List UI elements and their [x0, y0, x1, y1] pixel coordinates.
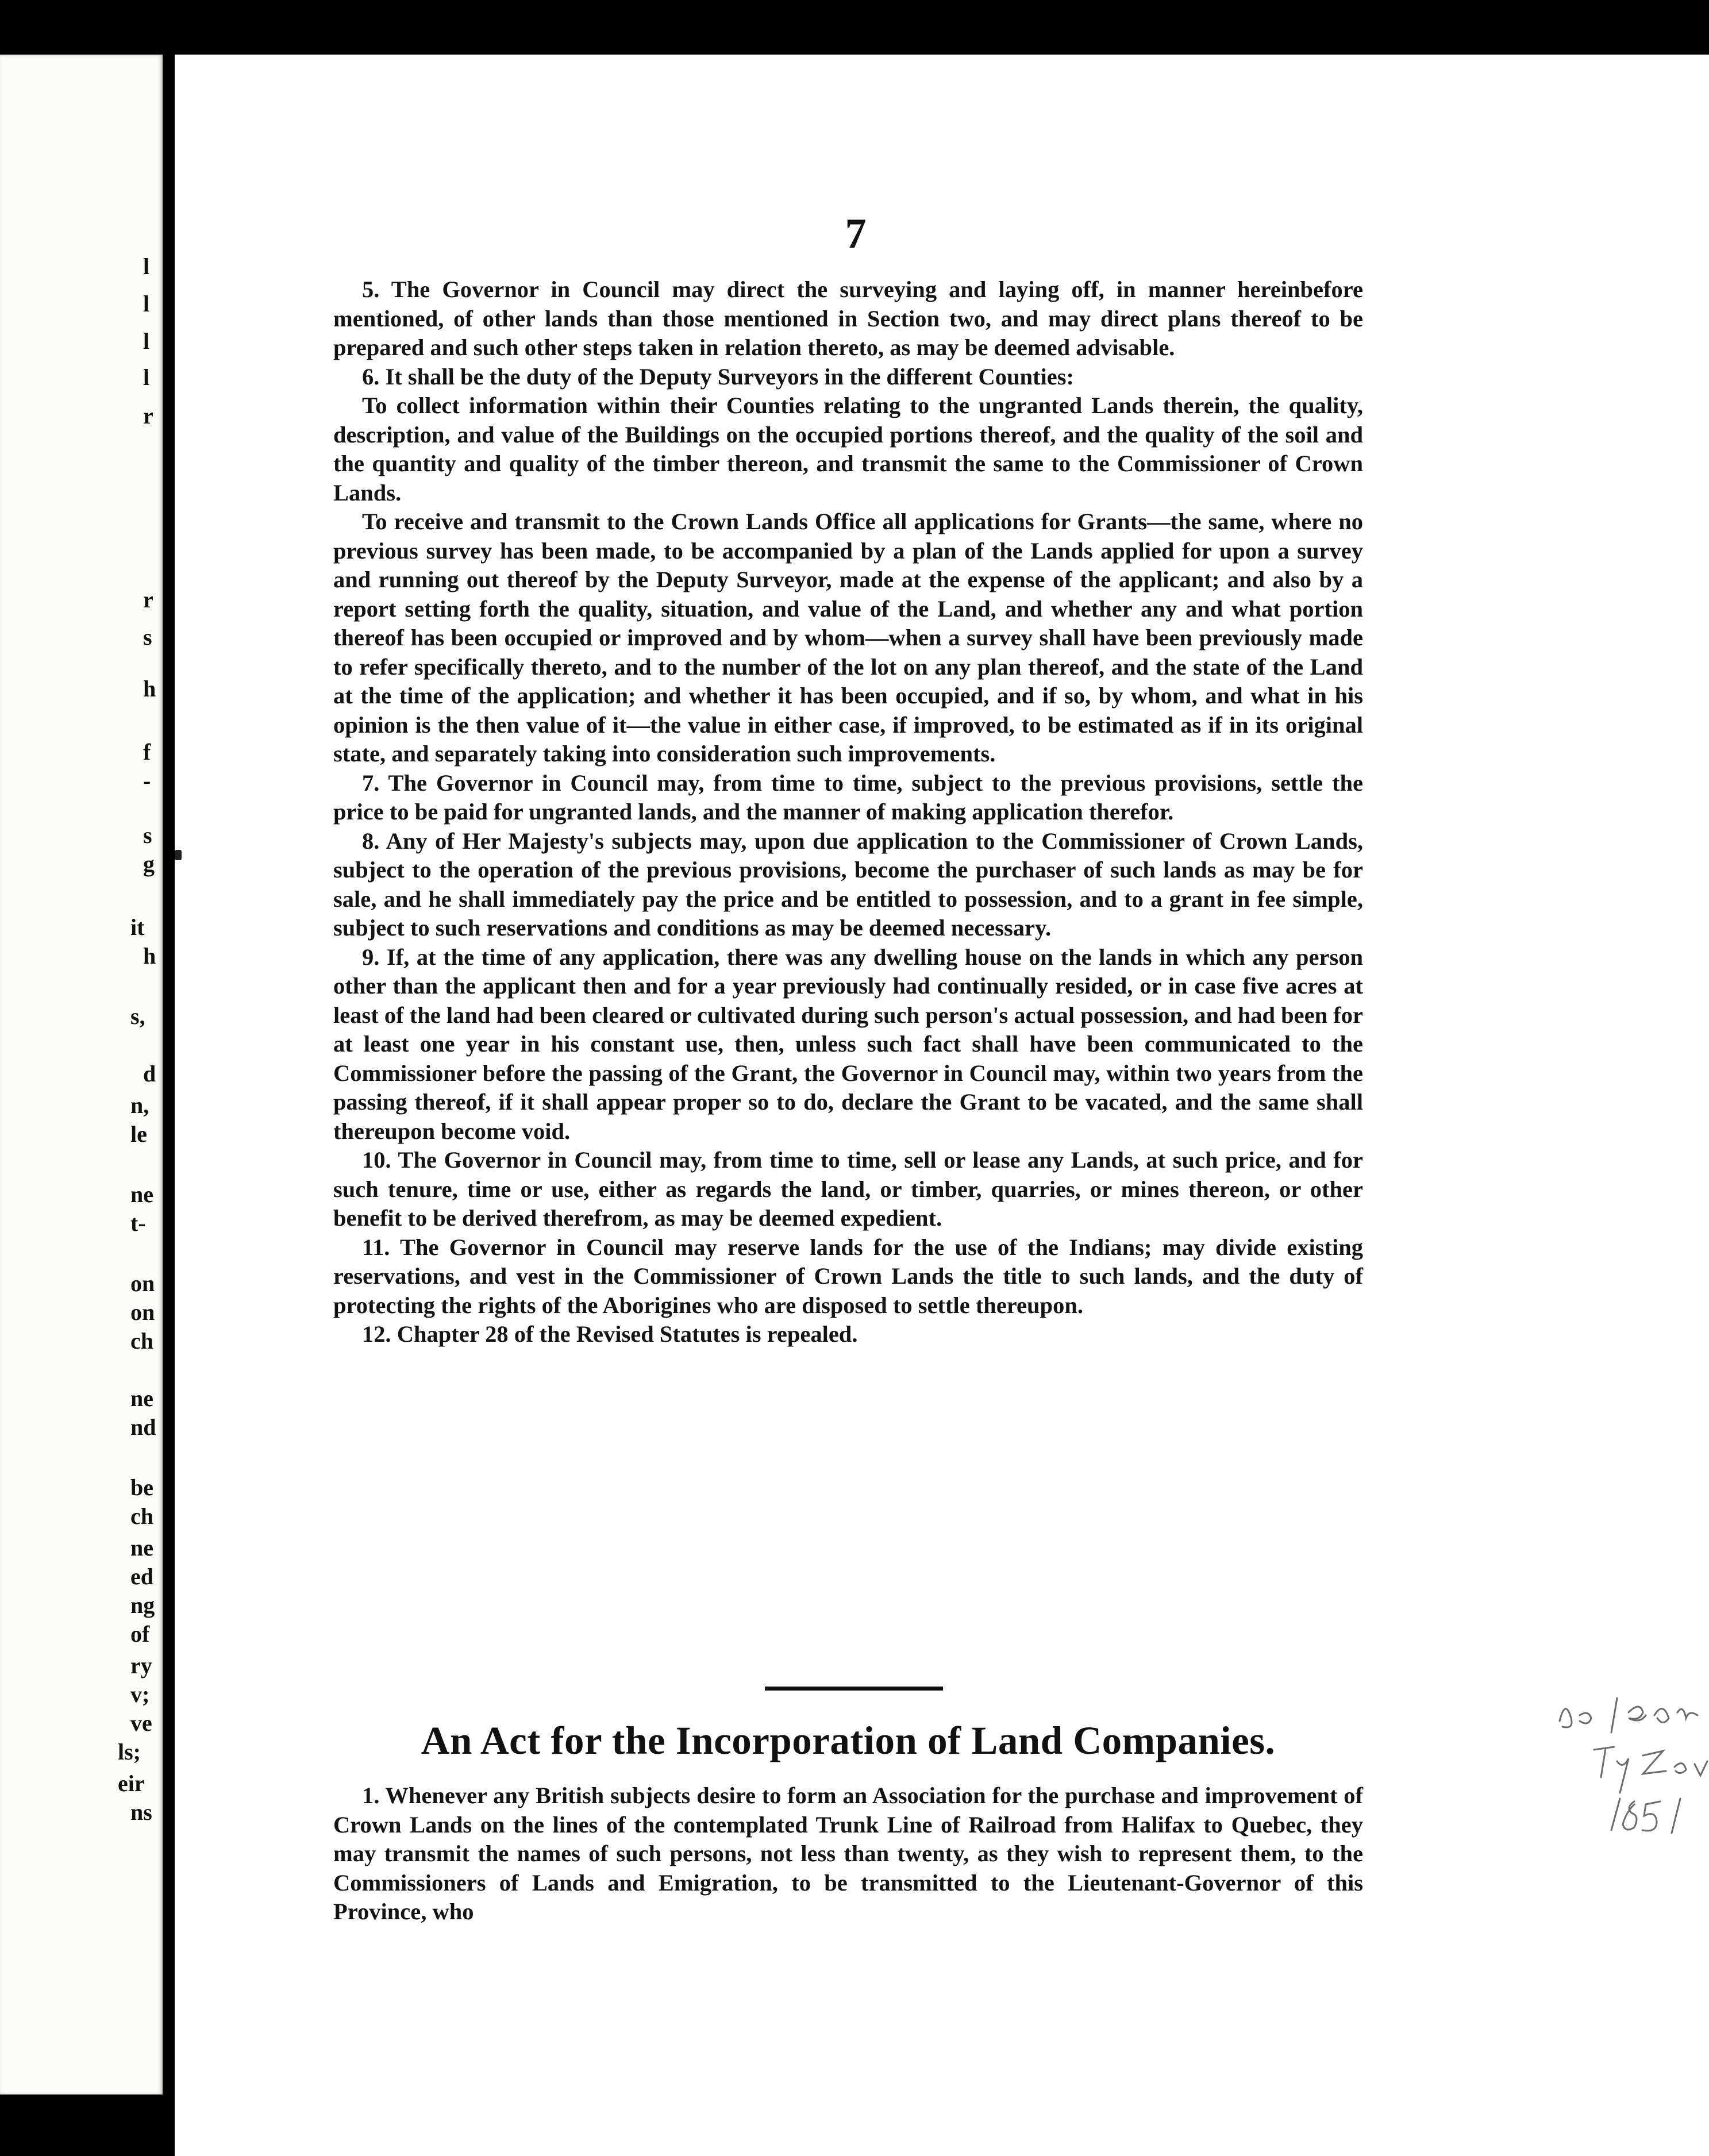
act-sections — [333, 1781, 1363, 1927]
act-title: An Act for the Incorporation of Land Companies. — [421, 1719, 1276, 1762]
facing-page-fragment: n, — [130, 1092, 149, 1118]
scanner-top-band — [0, 0, 1709, 57]
section-5: 5. The Governor in Council may direct the surveying and laying off, in manner hereinbefore mentioned, of other lands than those mentioned in Section two, and may direct plans thereof to be prepared and such other steps taken in relation thereto, as may be deemed advisable. — [333, 276, 1363, 360]
facing-page-fragment: l — [143, 328, 150, 354]
facing-page-fragment: be — [130, 1474, 153, 1500]
facing-page-fragment: s — [143, 822, 152, 848]
facing-page-fragment: ne — [130, 1535, 153, 1561]
facing-page-fragment: it — [130, 914, 145, 940]
facing-page-fragment: ne — [130, 1181, 153, 1207]
facing-page-fragment: g — [143, 851, 155, 877]
page-number: 7 — [845, 210, 867, 257]
facing-page-fragment: of — [130, 1621, 150, 1647]
facing-page-fragment: on — [130, 1270, 155, 1296]
handwritten-annotation — [1537, 1681, 1709, 1853]
facing-page-fragment: le — [130, 1121, 147, 1147]
handwriting-line-1 — [1560, 1698, 1698, 1732]
section-divider-rule — [765, 1687, 943, 1691]
section-11: 11. The Governor in Council may reserve lands for the use of the Indians; may divide existing reservations, and vest in the Commissioner of Crown Lands the title to such lands, and the duty of protecting the rights of the Aborigines who are disposed to settle thereupon. — [333, 1234, 1363, 1318]
facing-page-fragment: - — [143, 768, 151, 794]
document-page — [175, 55, 1709, 2156]
facing-page-fragment: ed — [130, 1564, 153, 1589]
section-9: 9. If, at the time of any application, there was any dwelling house on the lands in which any person other than the applicant then and for a year previously had continually resided, or in case five acres at least of the land had been cleared or cultivated during such person's actual possession, and had been for at least one year in his constant use, then, unless such fact shall have been communicated to the Commissioner before the passing of the Grant, the Governor in Council may, within two years from the passing thereof, if it shall appear proper so to do, declare the Grant to be vacated, and the same shall thereupon become void. — [333, 944, 1363, 1144]
facing-page-fragment: on — [130, 1299, 155, 1325]
facing-page-fragment: f — [143, 739, 151, 765]
facing-page-fragment: ry — [130, 1653, 152, 1678]
facing-page-fragment: ch — [130, 1328, 153, 1354]
facing-page-fragment: l — [143, 291, 150, 317]
section-6-duty-receive: To receive and transmit to the Crown Lands Office all applications for Grants—the same, where no previous survey has been made, to be accompanied by a plan of the Lands applied for upon a survey and running out thereof by the Deputy Surveyor, made at the expense of the applicant; and also by a report setting forth the quality, situation, and value of the Land, and whether any and what portion thereof has been occupied or improved and by whom—when a survey shall have been previously made to refer specifically thereto, and to the number of the lot on any plan thereof, and the state of the Land at the time of the application; and whether it has been occupied, and if so, by whom, and what in his opinion is the then value of it—the value in either case, if improved, to be estimated as if in its original state, and separately taking into consideration such improvements. — [333, 509, 1363, 767]
section-6: 6. It shall be the duty of the Deputy Surveyors in the different Counties: — [362, 363, 1075, 390]
facing-page-fragment: h — [143, 676, 156, 702]
facing-page-fragment: ng — [130, 1592, 155, 1618]
facing-page-fragment: l — [143, 364, 150, 390]
facing-page-fragment: r — [143, 403, 153, 429]
facing-page-fragment: s, — [130, 1003, 145, 1029]
statute-sections — [333, 275, 1363, 1349]
facing-page-fragment: d — [143, 1061, 156, 1087]
facing-page-fragment: t- — [130, 1210, 146, 1236]
handwriting-line-3 — [1611, 1799, 1680, 1833]
handwriting-line-2 — [1594, 1747, 1707, 1793]
facing-page-fragment: nd — [130, 1414, 156, 1440]
facing-page-fragment: h — [143, 943, 156, 969]
act-section-1: 1. Whenever any British subjects desire to form an Association for the purchase and improvement of Crown Lands on the lines of the contemplated Trunk Line of Railroad from Halifax to Quebec, they may transmit the names of such persons, not less than twenty, as they wish to represent them, to the Commissioners of Lands and Emigration, to be transmitted to the Lieutenant-Governor of this Province, who — [333, 1782, 1363, 1924]
section-12: 12. Chapter 28 of the Revised Statutes is repealed. — [362, 1321, 858, 1347]
facing-page-fragment: ns — [130, 1799, 152, 1825]
facing-page-fragment: eir — [118, 1770, 145, 1796]
section-7: 7. The Governor in Council may, from time to time, subject to the previous provisions, settle the price to be paid for ungranted lands, and the manner of making application therefor. — [333, 769, 1363, 825]
facing-page-fragment: ls; — [118, 1739, 141, 1765]
facing-page-fragment: ne — [130, 1385, 153, 1411]
facing-page-edge — [0, 55, 163, 2095]
margin-mark — [175, 850, 182, 860]
section-8: 8. Any of Her Majesty's subjects may, upon due application to the Commissioner of Crown Lands, subject to the operation of the previous provisions, become the purchaser of such lands as may be for sale, and he shall immediately pay the price and be entitled to possession, and to a grant in fee simple, subject to such reservations and conditions as may be deemed necessary. — [333, 827, 1363, 941]
facing-page-fragment: r — [143, 587, 153, 613]
facing-page-fragment: s — [143, 624, 152, 650]
facing-page-fragment: ve — [130, 1710, 152, 1736]
facing-page-fragment: v; — [130, 1681, 150, 1707]
section-10: 10. The Governor in Council may, from time to time, sell or lease any Lands, at such price, and for such tenure, time or use, either as regards the land, or timber, quarries, or mines thereon, or other benefit to be derived therefrom, as may be deemed expedient. — [333, 1147, 1363, 1231]
section-6-duty-collect: To collect information within their Counties relating to the ungranted Lands therein, the quality, description, and value of the Buildings on the occupied portions thereof, and the quality of the soil and the quantity and quality of the timber thereon, and transmit the same to the Commissioner of Crown Lands. — [333, 392, 1363, 506]
facing-page-fragment: l — [143, 253, 150, 279]
facing-page-fragment: ch — [130, 1503, 153, 1529]
